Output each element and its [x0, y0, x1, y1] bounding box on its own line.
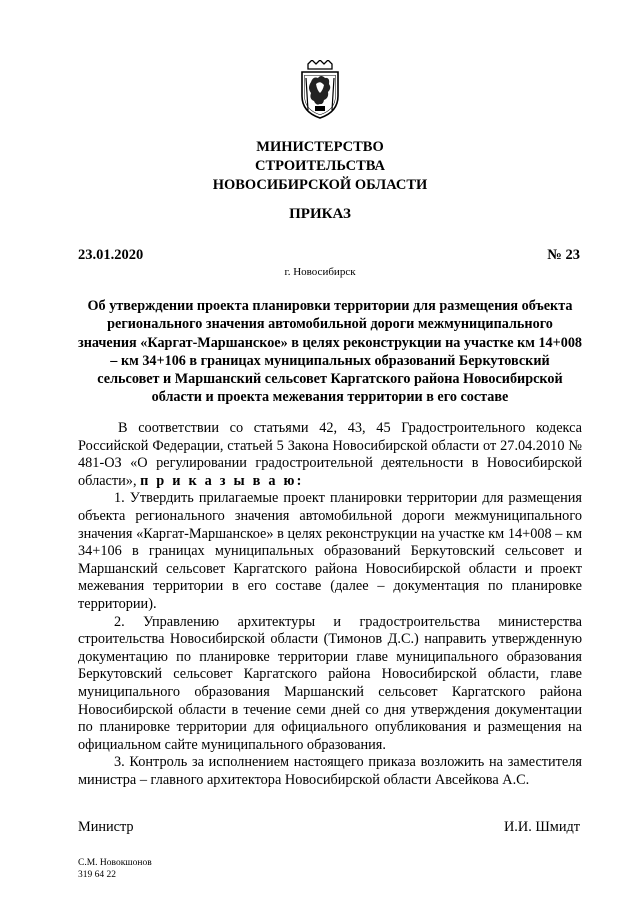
order-word: п р и к а з ы в а ю: [140, 472, 297, 489]
document-number: № 23: [547, 247, 580, 263]
signer-title: Министр: [78, 819, 134, 835]
executor-info: [78, 857, 152, 881]
ministry-name: [0, 138, 640, 195]
ministry-line: МИНИСТЕРСТВО: [256, 139, 384, 155]
order-colon: :: [296, 472, 302, 489]
signer-name: И.И. Шмидт: [503, 819, 580, 835]
preamble-paragraph: [78, 420, 582, 490]
document-date: 23.01.2020: [78, 247, 144, 263]
document-type: ПРИКАЗ: [289, 206, 351, 222]
executor-phone: 319 64 22: [78, 870, 116, 880]
document-title: Об утверждении проекта планировки территории для размещения объекта регионального значения автомобильной дороги межмуниципального значения «Каргат-Маршанское» в целях реконструкции на участке км 14+008 – км 34+106 в границах муниципальных образований Беркутовский сельсовет и Маршанский сельсовет Каргатского района Новосибирской области и проекта межевания территории в его составе: [78, 298, 583, 406]
order-item: 3. Контроль за исполнением настоящего приказа возложить на заместителя министра – главного архитектора Новосибирской области Авсейкова А.С.: [78, 754, 582, 788]
ministry-line: НОВОСИБИРСКОЙ ОБЛАСТИ: [212, 177, 428, 193]
order-item: 2. Управлению архитектуры и градостроительства министерства строительства Новосибирской области (Тимонов Д.С.) направить утвержденную документацию по планировке территории главе муниципального образования Беркутовский сельсовет Каргатского района Новосибирской области, главе муниципального образования Маршанский сельсовет Каргатского района Новосибирской области в течение семи дней со дня утверждения документации по планировке территории для официального опубликования и размещения на официальном сайте муниципального образования.: [78, 613, 582, 753]
preamble-text: В соответствии со статьями 42, 43, 45 Градостроительного кодекса Российской Федерации, статьей 5 Закона Новосибирской области от 27.04.2010 № 481-ОЗ «О регулировании градостроительной деятельности в Новосибирской области»,: [78, 420, 582, 489]
ministry-line: СТРОИТЕЛЬСТВА: [254, 158, 386, 174]
executor-name: С.М. Новокшонов: [78, 858, 152, 868]
document-body: [78, 420, 582, 789]
document-city: г. Новосибирск: [284, 266, 356, 278]
order-item: 1. Утвердить прилагаемые проект планировки территории для размещения объекта регионального значения автомобильной дороги межмуниципального значения «Каргат-Маршанское» в целях реконструкции на участке км 14+008 – км 34+106 в границах муниципальных образований Беркутовский сельсовет и Маршанский сельсовет Каргатского района Новосибирской области и проект межевания территории в его составе (далее – документация по планировке территории).: [78, 490, 582, 612]
coat-of-arms-icon: [296, 60, 344, 120]
